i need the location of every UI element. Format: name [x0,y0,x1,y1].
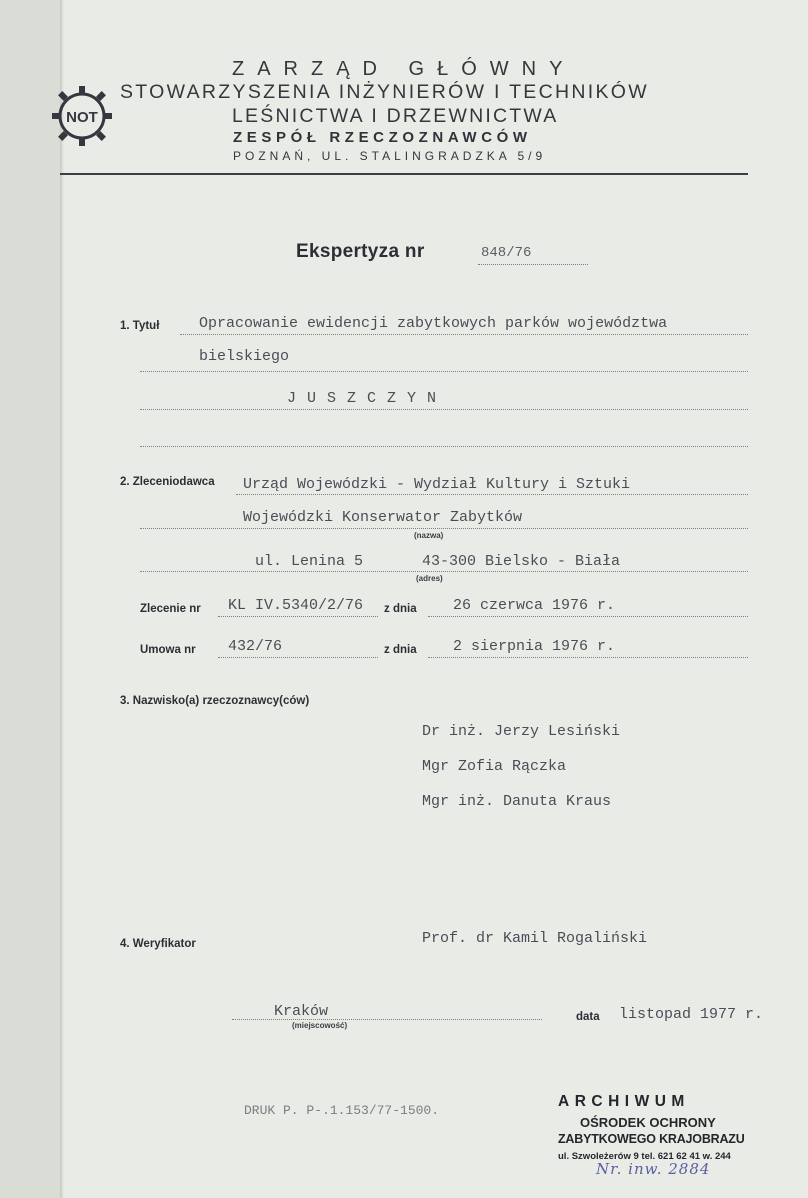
header-line-3: LEŚNICTWA I DRZEWNICTWA [232,105,559,127]
header-address: POZNAŃ, UL. STALINGRADZKA 5/9 [233,149,547,163]
title-line-1: Opracowanie ewidencji zabytkowych parków województwa [199,315,668,332]
client-dots-3 [140,571,748,572]
document-title-label: Ekspertyza nr [296,241,425,262]
archive-stamp-line-2: OŚRODEK OCHRONY [580,1115,716,1130]
archive-stamp-line-3: ZABYTKOWEGO KRAJOBRAZU [558,1132,745,1146]
client-dots-1 [236,494,748,495]
client-dots-2 [140,528,748,529]
umowa-date-dots [428,657,748,658]
header-rule [60,173,748,175]
not-gear-logo-icon [46,80,118,152]
zlecenie-date: 26 czerwca 1976 r. [453,597,616,614]
zlecenie-dnia-label: z dnia [384,603,417,615]
umowa-dnia-label: z dnia [384,644,417,656]
print-code: DRUK P. P-.1.153/77-1500. [244,1103,440,1118]
umowa-dots [218,657,378,658]
page-edge-shadow [60,0,64,1198]
verifier-name: Prof. dr Kamil Rogaliński [422,930,648,947]
date-label: data [576,1011,600,1023]
zlecenie-number: KL IV.5340/2/76 [228,597,364,614]
title-line-2: bielskiego [199,348,290,365]
expert-3: Mgr inż. Danuta Kraus [422,793,612,810]
archive-stamp-title: ARCHIWUM [558,1093,690,1110]
umowa-label: Umowa nr [140,644,196,656]
client-line-2: Wojewódzki Konserwator Zabytków [243,509,523,526]
section-1-label: 1. Tytuł [120,320,160,332]
logo-text: NOT [66,109,98,126]
header-line-4: ZESPÓŁ RZECZOZNAWCÓW [233,129,532,146]
title-number-dots [478,264,588,265]
zlecenie-label: Zlecenie nr [140,603,201,615]
place-dots [232,1019,542,1020]
underlying-page-strip [0,0,63,1198]
place-caption: (miejscowość) [292,1021,348,1030]
section-3-label: 3. Nazwisko(a) rzeczoznawcy(ców) [120,695,310,707]
client-city: 43-300 Bielsko - Biała [422,553,621,570]
archive-stamp-address: ul. Szwoleżerów 9 tel. 621 62 41 w. 244 [558,1151,731,1162]
header-line-1: ZARZĄD GŁÓWNY [232,58,576,80]
inventory-number-handwritten: Nr. inw. 2884 [596,1160,711,1178]
title-author: J U S Z C Z Y N [287,390,438,407]
zlecenie-date-dots [428,616,748,617]
section-4-label: 4. Weryfikator [120,938,196,950]
client-line-1: Urząd Wojewódzki - Wydział Kultury i Sztuki [243,476,631,493]
nazwa-caption: (nazwa) [414,531,444,540]
document-number: 848/76 [481,245,532,261]
title-dots-3 [140,409,748,410]
date-value: listopad 1977 r. [619,1006,764,1023]
expert-2: Mgr Zofia Rączka [422,758,567,775]
title-dots-4 [140,446,748,447]
umowa-date: 2 sierpnia 1976 r. [453,638,616,655]
place-value: Kraków [274,1003,329,1020]
header-line-2: STOWARZYSZENIA INŻYNIERÓW I TECHNIKÓW [120,81,649,103]
expert-1: Dr inż. Jerzy Lesiński [422,723,621,740]
title-dots-1 [180,334,748,335]
title-dots-2 [140,371,748,372]
zlecenie-dots [218,616,378,617]
umowa-number: 432/76 [228,638,283,655]
client-street: ul. Lenina 5 [255,553,364,570]
adres-caption: (adres) [416,574,443,583]
section-2-label: 2. Zleceniodawca [120,476,215,488]
